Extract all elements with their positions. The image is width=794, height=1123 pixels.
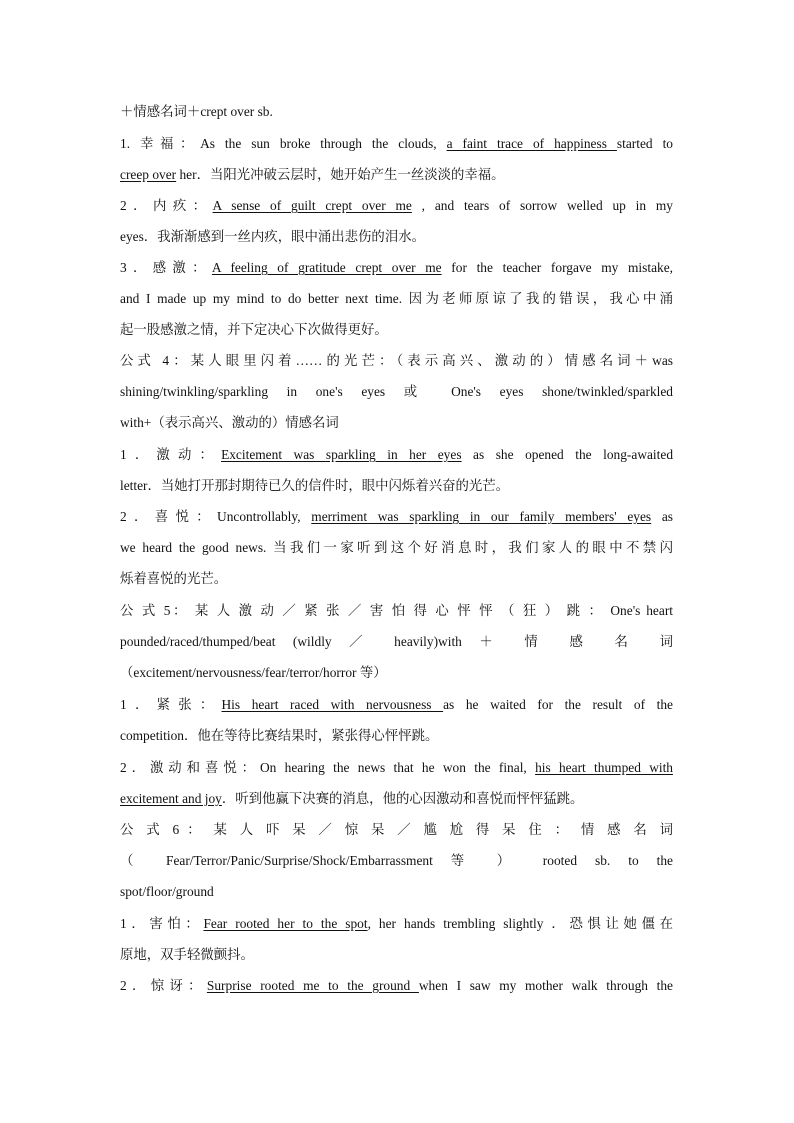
text-line: competition．他在等待比赛结果时，紧张得心怦怦跳。 xyxy=(120,728,439,743)
text-line: letter．当她打开那封期待已久的信件时，眼中闪烁着兴奋的光芒。 xyxy=(120,478,510,493)
example-fear: 1．害怕：Fear rooted her to the spot, her hands trembling slightly ．恐惧让她僵在 xyxy=(120,916,673,931)
text-line: （excitement/nervousness/fear/terror/horror 等） xyxy=(120,665,387,680)
underlined-phrase: excitement and joy xyxy=(120,791,222,806)
example-excitement: 1．激动：Excitement was sparkling in her eyes as she opened the long-awaited xyxy=(120,447,674,462)
text-line: 烁着喜悦的光芒。 xyxy=(120,571,228,586)
example-surprise: 2．惊讶：Surprise rooted me to the ground when I saw my mother walk through the xyxy=(120,978,674,993)
text-line: spot/floor/ground xyxy=(120,884,214,899)
underlined-phrase: A feeling of gratitude crept over me xyxy=(211,260,442,275)
formula-5-heading: 公 式 5： 某 人 激 动 ／ 紧 张 ／ 害 怕 得 心 怦 怦 （ 狂 ） 跳 ： One's heart xyxy=(120,603,673,618)
underlined-phrase: a faint trace of happiness xyxy=(446,136,617,151)
underlined-phrase: A sense of guilt crept over me xyxy=(212,198,412,213)
text-line: 原地，双手轻微颤抖。 xyxy=(120,947,254,962)
example-gratitude: 3．感激：A feeling of gratitude crept over me for the teacher forgave my mistake, xyxy=(120,260,673,275)
text-line: we heard the good news. 当我们一家听到这个好消息时，我们家人的眼中不禁闪 xyxy=(120,540,673,555)
underlined-phrase: His heart raced with nervousness xyxy=(221,697,444,712)
example-excitement-joy: 2．激动和喜悦：On hearing the news that he won the final, his heart thumped with xyxy=(120,760,673,775)
text-line: （ Fear/Terror/Panic/Surprise/Shock/Embarrassment 等 ） rooted sb. to the xyxy=(120,853,673,868)
underlined-phrase: his heart thumped with xyxy=(535,760,673,775)
formula-4-heading: 公式 4：某人眼里闪着……的光芒：（表示高兴、激动的）情感名词＋was xyxy=(120,353,673,368)
example-merriment: 2．喜悦：Uncontrollably, merriment was sparkling in our family members' eyes as xyxy=(120,509,673,524)
text-line: and I made up my mind to do better next time. 因为老师原谅了我的错误，我心中涌 xyxy=(120,291,673,306)
underlined-phrase: Fear rooted her to the spot xyxy=(203,916,368,931)
text-line: ＋情感名词＋crept over sb. xyxy=(120,104,273,119)
underlined-phrase: merriment was sparkling in our family members' eyes xyxy=(311,509,652,524)
underlined-phrase: creep over xyxy=(120,167,177,182)
example-nervousness: 1．紧张：His heart raced with nervousness as he waited for the result of the xyxy=(120,697,673,712)
text-line: pounded/raced/thumped/beat (wildly ／ heavily)with ＋ 情 感 名 词 xyxy=(120,634,673,649)
text-line: excitement and joy．听到他赢下决赛的消息，他的心因激动和喜悦而怦怦猛跳。 xyxy=(120,791,584,806)
example-guilt: 2．内疚：A sense of guilt crept over me , and tears of sorrow welled up in my xyxy=(120,198,673,213)
underlined-phrase: Excitement was sparkling in her eyes xyxy=(221,447,462,462)
formula-6-heading: 公 式 6 ： 某 人 吓 呆 ／ 惊 呆 ／ 尴 尬 得 呆 住 ： 情 感 名 词 xyxy=(120,822,673,837)
example-happiness: 1. 幸福：As the sun broke through the clouds, a faint trace of happiness started to xyxy=(120,136,673,151)
text-line: creep over her．当阳光冲破云层时，她开始产生一丝淡淡的幸福。 xyxy=(120,167,505,182)
text-line: with+（表示高兴、激动的）情感名词 xyxy=(120,415,339,430)
text-line: shining/twinkling/sparkling in one's eyes 或 One's eyes shone/twinkled/sparkled xyxy=(120,384,673,399)
text-line: 起一股感激之情，并下定决心下次做得更好。 xyxy=(120,322,388,337)
underlined-phrase: Surprise rooted me to the ground xyxy=(206,978,419,993)
text-line: eyes．我渐渐感到一丝内疚，眼中涌出悲伤的泪水。 xyxy=(120,229,425,244)
